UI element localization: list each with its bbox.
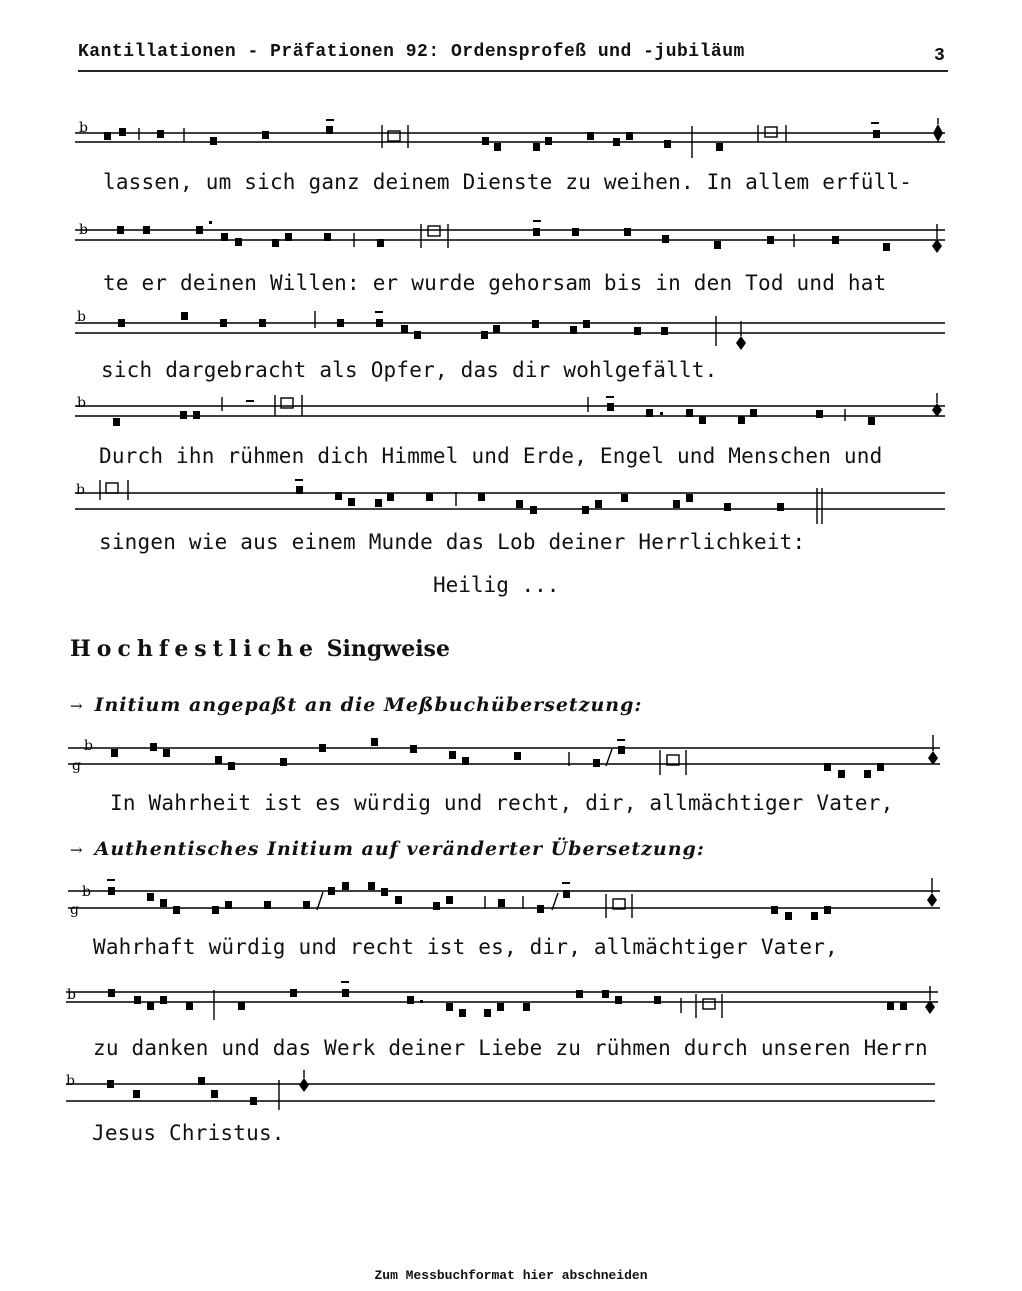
section-heading — [70, 636, 450, 662]
lyric-festive-3: zu danken und das Werk deiner Liebe zu rühmen durch unseren Herrn — [93, 1036, 928, 1060]
header-rule — [78, 70, 948, 72]
section-heading-rest: Singweise — [326, 636, 450, 662]
flat-clef-icon: b — [67, 987, 76, 1003]
chant-staff-festive-2 — [0, 878, 1022, 918]
flat-clef-icon: b — [77, 309, 86, 325]
lyric-festive-4: Jesus Christus. — [92, 1121, 285, 1145]
note-initium-authentic-text: Authentisches Initium auf veränderter Übersetzung: — [94, 838, 705, 860]
chant-staff-festive-4 — [0, 1070, 1022, 1110]
lyric-festive-1: In Wahrheit ist es würdig und recht, dir, allmächtiger Vater, — [110, 791, 894, 815]
arrow-right-icon: → — [70, 697, 83, 715]
note-initium-adapted-text: Initium angepaßt an die Meßbuchübersetzung: — [94, 694, 643, 716]
chant-staff-3 — [0, 306, 1022, 346]
flat-clef-icon: b — [79, 222, 88, 238]
footer-cut-note: Zum Messbuchformat hier abschneiden — [374, 1268, 648, 1283]
page-number: 3 — [934, 46, 945, 66]
lyric-line-1: lassen, um sich ganz deinem Dienste zu weihen. In allem erfüll- — [103, 170, 913, 194]
flat-clef-icon: b — [82, 884, 91, 900]
chant-staff-4 — [0, 393, 1022, 433]
lyric-line-2: te er deinen Willen: er wurde gehorsam bis in den Tod und hat — [103, 271, 887, 295]
arrow-right-icon: → — [70, 841, 83, 859]
flat-clef-icon: b — [84, 738, 93, 754]
flat-clef-icon: b — [77, 395, 86, 411]
g-clef-icon: g — [70, 902, 79, 918]
chant-staff-1 — [0, 118, 1022, 158]
closing-heilig: Heilig ... — [433, 573, 560, 597]
flat-clef-icon: b — [79, 120, 88, 136]
chant-staff-festive-3 — [0, 978, 1022, 1018]
section-heading-spaced: Hochfestliche — [70, 636, 319, 662]
note-initium-authentic — [70, 838, 705, 860]
g-clef-icon: g — [72, 758, 81, 774]
lyric-line-3: sich dargebracht als Opfer, das dir wohlgefällt. — [101, 358, 718, 382]
lyric-line-5: singen wie aus einem Munde das Lob deiner Herrlichkeit: — [99, 530, 806, 554]
flat-clef-icon: b — [76, 482, 85, 498]
flat-clef-icon: b — [66, 1073, 75, 1089]
chant-staff-5 — [0, 478, 1022, 518]
chant-staff-festive-1 — [0, 735, 1022, 775]
lyric-line-4: Durch ihn rühmen dich Himmel und Erde, Engel und Menschen und — [99, 444, 883, 468]
header-title: Kantillationen - Präfationen 92: Ordensprofeß und -jubiläum — [78, 42, 745, 62]
note-initium-adapted — [70, 694, 642, 716]
lyric-festive-2: Wahrhaft würdig und recht ist es, dir, allmächtiger Vater, — [93, 935, 838, 959]
chant-staff-2 — [0, 219, 1022, 259]
